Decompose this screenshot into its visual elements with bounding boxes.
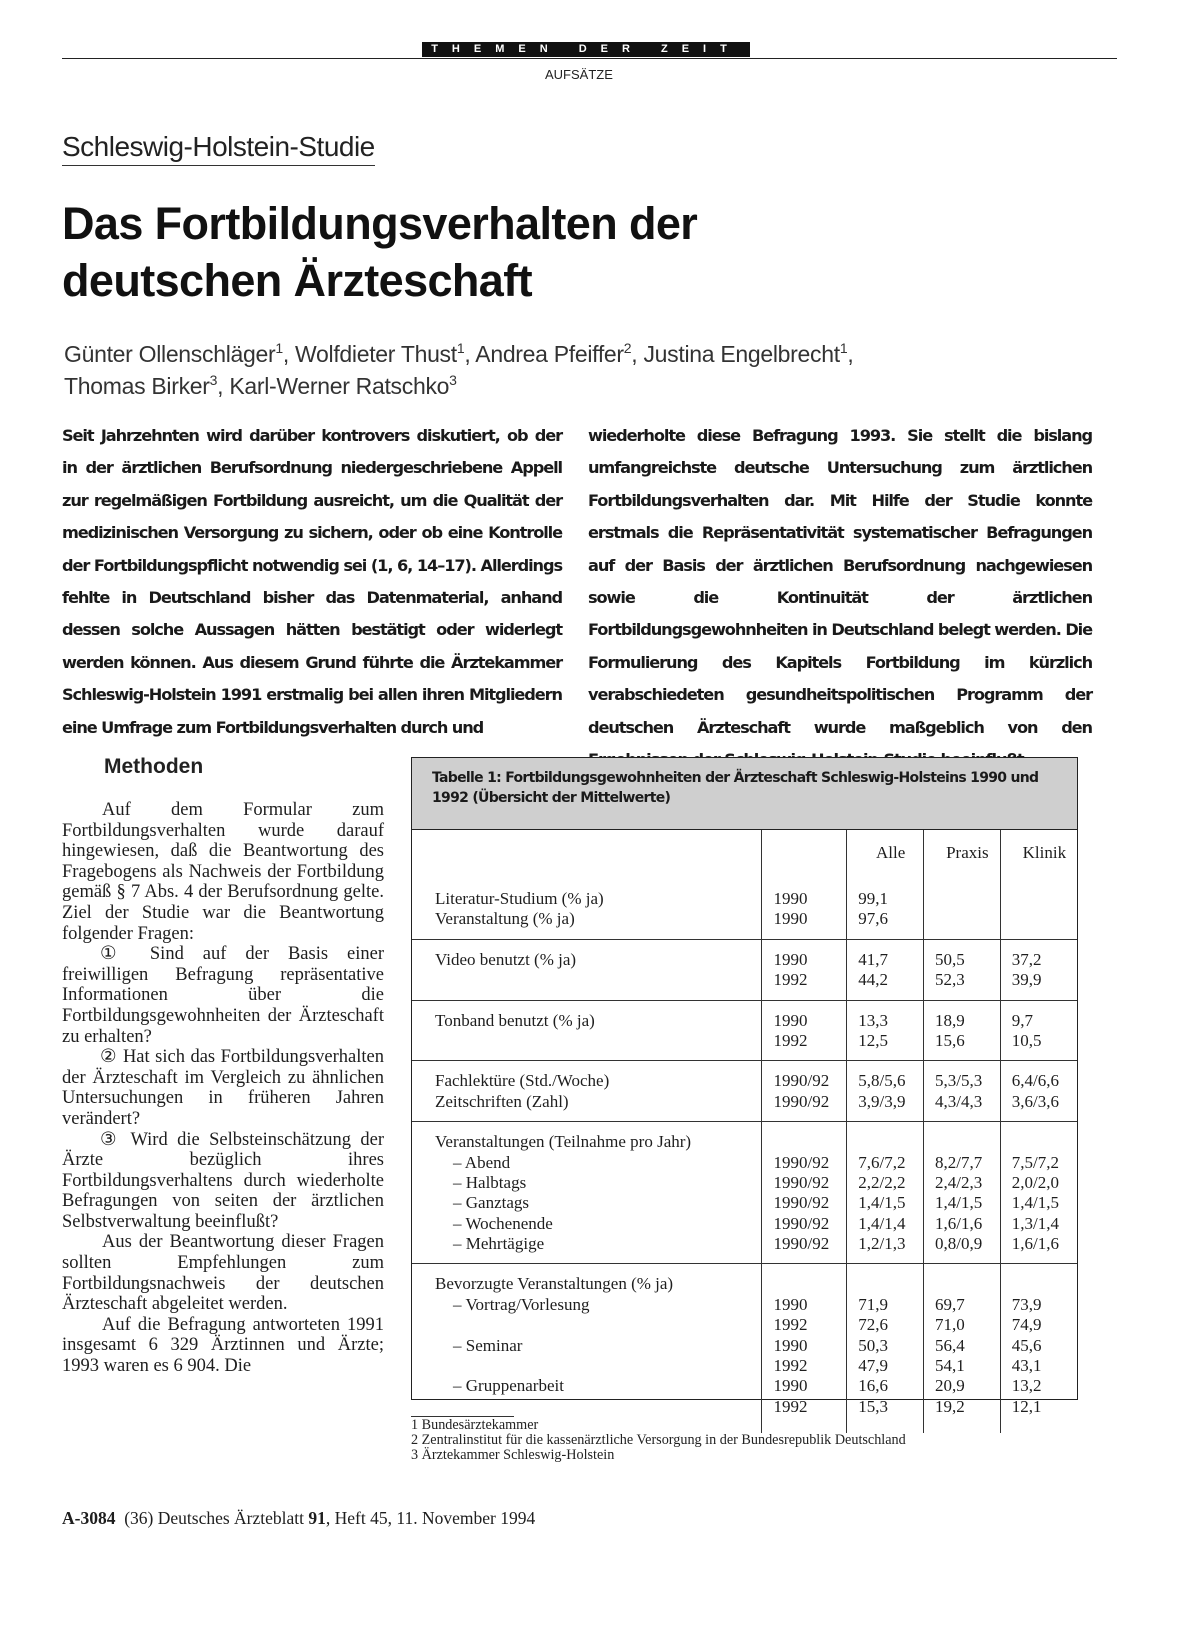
cell-praxis: 56,4 bbox=[934, 1335, 965, 1355]
cell-praxis: 0,8/0,9 bbox=[934, 1234, 983, 1254]
row-label bbox=[435, 1356, 761, 1376]
cell-klinik: 3,6/3,6 bbox=[1011, 1091, 1059, 1111]
page-number: A-3084 bbox=[62, 1508, 116, 1528]
table-cell bbox=[412, 876, 761, 939]
author-ref: 3 bbox=[449, 372, 457, 388]
row-label: Zeitschriften (Zahl) bbox=[435, 1091, 569, 1111]
methods-heading: Methoden bbox=[104, 755, 204, 778]
author: Justina Engelbrecht bbox=[643, 341, 840, 367]
journal-issue: , Heft 45, 11. November 1994 bbox=[325, 1508, 536, 1528]
row-label: Tonband benutzt (% ja) bbox=[435, 1010, 595, 1030]
cell-klinik: 1,6/1,6 bbox=[1011, 1234, 1059, 1254]
journal-name: (36) Deutsches Ärzteblatt bbox=[124, 1508, 305, 1528]
row-year: 1992 bbox=[773, 1030, 808, 1050]
cell-praxis: 5,3/5,3 bbox=[934, 1071, 983, 1091]
row-year: 1990 bbox=[773, 1335, 808, 1355]
table-cell bbox=[1000, 876, 1077, 939]
cell-alle: 1,4/1,5 bbox=[858, 1193, 906, 1213]
row-label: Veranstaltungen (Teilnahme pro Jahr) bbox=[435, 1132, 692, 1152]
cell-klinik bbox=[1012, 889, 1077, 909]
row-label bbox=[435, 970, 761, 990]
row-label: – Mehrtägige bbox=[453, 1234, 545, 1254]
author-ref: 1 bbox=[839, 340, 848, 356]
cell-alle: 47,9 bbox=[858, 1356, 888, 1376]
cell-klinik: 39,9 bbox=[1011, 970, 1042, 990]
row-year bbox=[774, 1132, 847, 1152]
title-line-1: Das Fortbildungsverhalten der bbox=[62, 198, 698, 249]
cell-alle: 1,4/1,4 bbox=[858, 1213, 906, 1233]
cell-klinik: 1,4/1,5 bbox=[1011, 1193, 1059, 1213]
cell-praxis: 69,7 bbox=[934, 1294, 965, 1314]
table-caption: Tabelle 1: Fortbildungsgewohnheiten der Ärzteschaft Schleswig-Holsteins 1990 und 1992 (Übersicht der Mittelwerte) bbox=[412, 758, 1077, 830]
row-year: 1990/92 bbox=[773, 1071, 830, 1091]
table-cell bbox=[847, 1122, 924, 1264]
cell-praxis: 1,4/1,5 bbox=[934, 1193, 983, 1213]
row-year: 1990 bbox=[773, 1010, 808, 1030]
table-cell bbox=[761, 1122, 847, 1264]
table-row bbox=[412, 1264, 1077, 1433]
row-year: 1992 bbox=[773, 1396, 808, 1416]
footnote: 2 Zentralinstitut für die kassenärztliche Versorgung in der Bundesrepublik Deutschland bbox=[411, 1432, 906, 1448]
table-cell bbox=[923, 1000, 1000, 1061]
row-label bbox=[435, 1031, 761, 1051]
row-year: 1990 bbox=[773, 1294, 808, 1314]
table-cell bbox=[1000, 1061, 1077, 1122]
cell-klinik: 10,5 bbox=[1011, 1030, 1042, 1050]
footnote: 3 Ärztekammer Schleswig-Holstein bbox=[411, 1447, 615, 1463]
row-label: Literatur-Studium (% ja) bbox=[435, 889, 604, 908]
table-cell bbox=[412, 939, 761, 1000]
cell-alle: 97,6 bbox=[858, 909, 888, 929]
footnote: 1 Bundesärztekammer bbox=[411, 1417, 539, 1433]
cell-alle: 2,2/2,2 bbox=[858, 1172, 906, 1192]
cell-klinik: 37,2 bbox=[1011, 949, 1042, 969]
cell-praxis: 52,3 bbox=[934, 970, 965, 990]
table-cell bbox=[923, 939, 1000, 1000]
table-cell bbox=[761, 876, 847, 939]
author: Andrea Pfeiffer bbox=[475, 341, 624, 367]
table-cell bbox=[847, 1264, 924, 1433]
cell-praxis bbox=[935, 889, 1000, 909]
table-header-row bbox=[412, 830, 1077, 876]
cell-praxis: 18,9 bbox=[934, 1010, 965, 1030]
row-year: 1992 bbox=[773, 1356, 808, 1376]
cell-praxis bbox=[935, 1274, 1000, 1294]
author-ref: 2 bbox=[623, 340, 632, 356]
cell-alle: 41,7 bbox=[858, 949, 888, 969]
table-cell bbox=[923, 1264, 1000, 1433]
cell-praxis: 54,1 bbox=[934, 1356, 965, 1376]
cell-klinik: 13,2 bbox=[1011, 1376, 1042, 1396]
row-year: 1990 bbox=[773, 1376, 808, 1396]
cell-klinik: 45,6 bbox=[1011, 1335, 1042, 1355]
table-cell bbox=[923, 1122, 1000, 1264]
cell-alle: 13,3 bbox=[858, 1010, 888, 1030]
table-header-cell bbox=[412, 830, 761, 876]
table-header-praxis: Praxis bbox=[923, 830, 1000, 876]
row-label: – Wochenende bbox=[453, 1213, 553, 1233]
cell-praxis: 20,9 bbox=[934, 1376, 965, 1396]
table-header-alle: Alle bbox=[847, 830, 924, 876]
cell-alle: 44,2 bbox=[858, 970, 888, 990]
abstract-left-column: Seit Jahrzehnten wird darüber kontrovers diskutiert, ob der in der ärztlichen Berufsordnung niedergeschriebene Appell zur regelmäßigen Fortbildung ausreicht, um die Qualität der medizinischen Versorgung zu sichern, oder ob eine Kontrolle der Fortbildungspflicht notwendig sei (1, 6, 14–17). Allerdings fehlte in Deutschland bisher das Datenmaterial, anhand dessen solche Aussagen hätten bestätigt oder widerlegt werden können. Aus diesem Grund führte die Ärztekammer Schleswig-Holstein 1991 erstmalig bei allen ihren Mitgliedern eine Umfrage zum Fortbildungsverhalten durch und bbox=[62, 426, 562, 737]
cell-klinik bbox=[1012, 909, 1077, 929]
row-year: 1990/92 bbox=[773, 1172, 830, 1192]
table-cell bbox=[761, 1061, 847, 1122]
table-row bbox=[412, 1000, 1077, 1061]
cell-alle: 1,2/1,3 bbox=[858, 1234, 906, 1254]
cell-alle: 3,9/3,9 bbox=[858, 1091, 906, 1111]
table-cell bbox=[761, 1264, 847, 1433]
subsection-label: AUFSÄTZE bbox=[545, 67, 613, 82]
cell-alle: 72,6 bbox=[858, 1315, 888, 1335]
table-cell bbox=[1000, 1000, 1077, 1061]
cell-klinik: 6,4/6,6 bbox=[1011, 1071, 1059, 1091]
cell-praxis: 1,6/1,6 bbox=[934, 1213, 983, 1233]
cell-klinik bbox=[1012, 1274, 1077, 1294]
row-year: 1990 bbox=[773, 949, 808, 969]
table-cell bbox=[412, 1264, 761, 1433]
cell-klinik: 12,1 bbox=[1011, 1396, 1042, 1416]
journal-volume: 91 bbox=[308, 1508, 326, 1528]
cell-praxis: 4,3/4,3 bbox=[934, 1091, 983, 1111]
section-banner: THEMEN DER ZEIT bbox=[422, 42, 750, 57]
row-label: Fachlektüre (Std./Woche) bbox=[435, 1071, 610, 1091]
row-label: Bevorzugte Veranstaltungen (% ja) bbox=[435, 1274, 674, 1294]
row-label: – Gruppenarbeit bbox=[453, 1376, 564, 1396]
cell-alle: 7,6/7,2 bbox=[858, 1152, 906, 1172]
table-cell bbox=[761, 1000, 847, 1061]
cell-alle: 16,6 bbox=[858, 1376, 888, 1396]
cell-praxis bbox=[935, 1132, 1000, 1152]
table-cell bbox=[1000, 1122, 1077, 1264]
table-cell bbox=[847, 939, 924, 1000]
row-label: Video benutzt (% ja) bbox=[435, 949, 577, 969]
table-row bbox=[412, 939, 1077, 1000]
cell-klinik: 74,9 bbox=[1011, 1315, 1042, 1335]
table-row bbox=[412, 1122, 1077, 1264]
row-year: 1990/92 bbox=[773, 1234, 830, 1254]
cell-klinik: 9,7 bbox=[1011, 1010, 1033, 1030]
row-label: Veranstaltung (% ja) bbox=[435, 909, 575, 929]
row-label bbox=[435, 1315, 761, 1335]
cell-praxis: 71,0 bbox=[934, 1315, 965, 1335]
row-year bbox=[774, 1274, 847, 1294]
table-row bbox=[412, 1061, 1077, 1122]
author: Thomas Birker bbox=[64, 373, 210, 399]
row-year: 1990/92 bbox=[773, 1213, 830, 1233]
cell-klinik: 73,9 bbox=[1011, 1294, 1042, 1314]
row-label: – Vortrag/Vorlesung bbox=[453, 1294, 590, 1314]
author-ref: 1 bbox=[275, 340, 283, 356]
data-table bbox=[411, 757, 1078, 1416]
table-body bbox=[412, 830, 1077, 1433]
methods-question-2: ② Hat sich das Fortbildungsverhalten der Ärzteschaft im Vergleich zu ähnlichen Untersuchungen in früheren Jahren verändert? bbox=[62, 1047, 384, 1129]
row-year: 1990 bbox=[773, 889, 808, 908]
row-label bbox=[435, 1397, 761, 1417]
cell-alle bbox=[858, 1132, 923, 1152]
cell-alle: 5,8/5,6 bbox=[858, 1071, 906, 1091]
author: Wolfdieter Thust bbox=[295, 341, 457, 367]
row-year: 1992 bbox=[773, 970, 808, 990]
table-cell bbox=[1000, 939, 1077, 1000]
article-kicker: Schleswig-Holstein-Studie bbox=[62, 130, 375, 166]
author-ref: 3 bbox=[209, 372, 218, 388]
title-line-2: deutschen Ärzteschaft bbox=[62, 255, 533, 306]
table-cell bbox=[761, 939, 847, 1000]
page-footer bbox=[62, 1508, 535, 1529]
cell-klinik: 2,0/2,0 bbox=[1011, 1172, 1059, 1192]
cell-klinik: 1,3/1,4 bbox=[1011, 1213, 1059, 1233]
row-year: 1990/92 bbox=[773, 1091, 830, 1111]
header-rule bbox=[62, 58, 1117, 59]
table-row bbox=[412, 876, 1077, 939]
cell-praxis: 19,2 bbox=[934, 1396, 965, 1416]
article-title bbox=[62, 195, 962, 309]
row-label: – Abend bbox=[453, 1152, 511, 1172]
cell-alle: 12,5 bbox=[858, 1030, 888, 1050]
row-year: 1992 bbox=[773, 1315, 808, 1335]
cell-praxis: 50,5 bbox=[934, 949, 965, 969]
methods-paragraph: Auf dem Formular zum Fortbildungsverhalten wurde darauf hingewiesen, daß die Beantwortung des Fragebogens als Nachweis der Fortbildung gemäß § 7 Abs. 4 der Berufsordnung gelte. Ziel der Studie war die Beantwortung folgender Fragen: bbox=[62, 800, 384, 944]
row-label: – Seminar bbox=[453, 1335, 523, 1355]
methods-text bbox=[62, 800, 384, 1377]
footnotes bbox=[411, 1418, 906, 1463]
cell-klinik bbox=[1012, 1132, 1077, 1152]
cell-praxis: 2,4/2,3 bbox=[934, 1172, 983, 1192]
row-year: 1990/92 bbox=[773, 1193, 830, 1213]
row-label: – Ganztags bbox=[453, 1193, 530, 1213]
cell-alle: 50,3 bbox=[858, 1335, 888, 1355]
methods-paragraph: Auf die Befragung antworteten 1991 insgesamt 6 329 Ärztinnen und Ärzte; 1993 waren es 6 904. Die bbox=[62, 1314, 384, 1377]
table-header-cell bbox=[761, 830, 847, 876]
table-cell bbox=[923, 876, 1000, 939]
author: Karl-Werner Ratschko bbox=[229, 373, 450, 399]
cell-alle: 99,1 bbox=[858, 889, 888, 908]
methods-paragraph: Aus der Beantwortung dieser Fragen sollten Empfehlungen zum Fortbildungsnachweis der deutschen Ärzteschaft abgeleitet werden. bbox=[62, 1232, 384, 1315]
table-header-klinik: Klinik bbox=[1000, 830, 1077, 876]
table-cell bbox=[923, 1061, 1000, 1122]
methods-question-1: ① Sind auf der Basis einer freiwilligen Befragung repräsentative Informationen über die Fortbildungsgewohnheiten der Ärzteschaft zu erhalten? bbox=[62, 944, 384, 1047]
table-cell bbox=[847, 1061, 924, 1122]
table-cell bbox=[412, 1122, 761, 1264]
abstract-right-column: wiederholte diese Befragung 1993. Sie stellt die bislang umfangreichste deutsche Untersuchung zum ärztlichen Fortbildungsverhalten dar. Mit Hilfe der Studie konnte erstmals die Repräsentativität systematischer Befragungen auf der Basis der ärztlichen Berufsordnung nachgewiesen sowie die Kontinuität der ärztlichen Fortbildungsgewohnheiten in Deutschland belegt werden. Die Formulierung des Kapitels Fortbildung im kürzlich verabschiedeten gesundheitspolitischen Programm der deutschen Ärzteschaft wurde maßgeblich von den bbox=[588, 426, 1092, 737]
author-list: Günter Ollenschläger$^1$, Wolfdieter Thust$^1$, Andrea Pfeiffer$^2$, Justina Engelbrecht$^1$, Thomas Birker$^3$, Karl-Werner Ratschko$^3$ bbox=[64, 340, 854, 399]
cell-praxis: 15,6 bbox=[934, 1030, 965, 1050]
row-label: – Halbtags bbox=[453, 1172, 527, 1192]
row-year: 1990 bbox=[773, 909, 808, 929]
table-cell bbox=[847, 1000, 924, 1061]
cell-alle bbox=[858, 1274, 923, 1294]
table-cell bbox=[1000, 1264, 1077, 1433]
cell-klinik: 43,1 bbox=[1011, 1356, 1042, 1376]
cell-klinik: 7,5/7,2 bbox=[1011, 1152, 1059, 1172]
author-ref: 1 bbox=[456, 340, 465, 356]
table-cell bbox=[412, 1061, 761, 1122]
methods-question-3: ③ Wird die Selbsteinschätzung der Ärzte bezüglich ihres Fortbildungsverhaltens durch wiederholte Befragungen von seiten der ärztlichen Selbstverwaltung beeinflußt? bbox=[62, 1129, 384, 1232]
cell-alle: 71,9 bbox=[858, 1294, 888, 1314]
table-cell bbox=[847, 876, 924, 939]
author: Günter Ollenschläger bbox=[64, 341, 276, 367]
cell-alle: 15,3 bbox=[858, 1396, 888, 1416]
cell-praxis: 8,2/7,7 bbox=[934, 1152, 983, 1172]
table-cell bbox=[412, 1000, 761, 1061]
cell-praxis bbox=[935, 909, 1000, 929]
row-year: 1990/92 bbox=[773, 1152, 830, 1172]
